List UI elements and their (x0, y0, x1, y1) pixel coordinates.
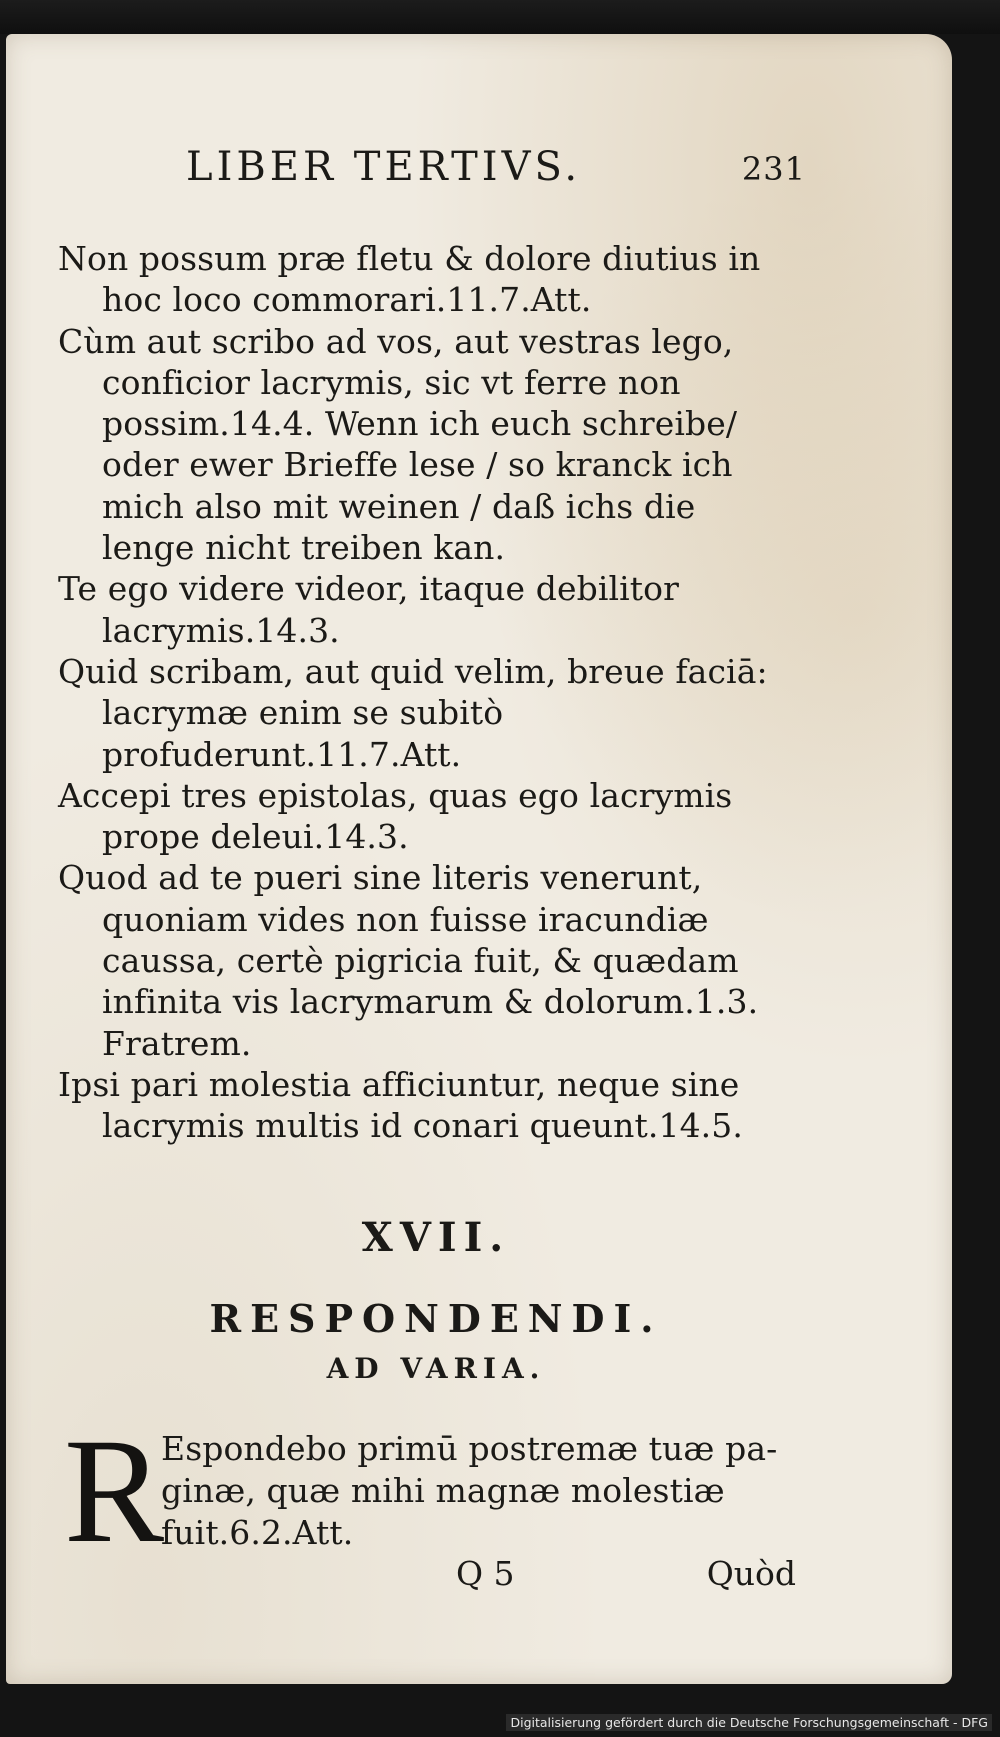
quotation-entry: Quid scribam, aut quid velim, breue faciā: lacrymæ enim se subitò profuderunt.11.7.Att. (58, 651, 768, 774)
signature-mark: Q 5 (456, 1554, 515, 1593)
quotation-entry: Cùm aut scribo ad vos, aut vestras lego, conficior lacrymis, sic vt ferre non possim.14.4. Wenn ich euch schreibe/ oder ewer Brieffe lese / so kranck ich mich also mit weinen / daß ichs die lenge nicht treiben kan. (58, 321, 738, 568)
quotation-entry: Non possum præ fletu & dolore diutius in hoc loco commorari.11.7.Att. (58, 239, 761, 320)
quotation-entry: Accepi tres epistolas, quas ego lacrymis prope deleui.14.3. (58, 775, 733, 857)
book-page (6, 34, 952, 1684)
opening-first-line: Espondebo primū postremæ tuæ pa- (161, 1429, 778, 1468)
scanner-backdrop (0, 0, 1000, 34)
section-subtitle: AD VARIA. (326, 1352, 546, 1385)
quotation-list (58, 238, 788, 1147)
section-title: RESPONDENDI. (209, 1296, 663, 1341)
opening-paragraph (161, 1428, 801, 1554)
running-title: LIBER TERTIVS. (186, 144, 582, 190)
catchword: Quòd (706, 1554, 796, 1593)
quotation-entry: Ipsi pari molestia afficiuntur, neque sine lacrymis multis id conari queunt.14.5. (58, 1064, 743, 1146)
section-number: XVII. (361, 1214, 511, 1261)
catchline (456, 1554, 796, 1604)
quotation-entry: Quod ad te pueri sine literis venerunt, quoniam vides non fuisse iracundiæ caussa, certè pigricia fuit, & quædam infinita vis lacrymarum & dolorum.1.3. Fratrem. (58, 858, 759, 1063)
quotation-entry: Te ego videre videor, itaque debilitor lacrymis.14.3. (58, 569, 680, 650)
opening-rest: ginæ, quæ mihi magnæ molestiæ fuit.6.2.Att. (161, 1471, 725, 1552)
page-number: 231 (741, 150, 806, 188)
drop-cap: R (64, 1408, 165, 1574)
running-head (186, 144, 806, 196)
digitization-credit: Digitalisierung gefördert durch die Deutsche Forschungsgemeinschaft - DFG (506, 1714, 992, 1731)
